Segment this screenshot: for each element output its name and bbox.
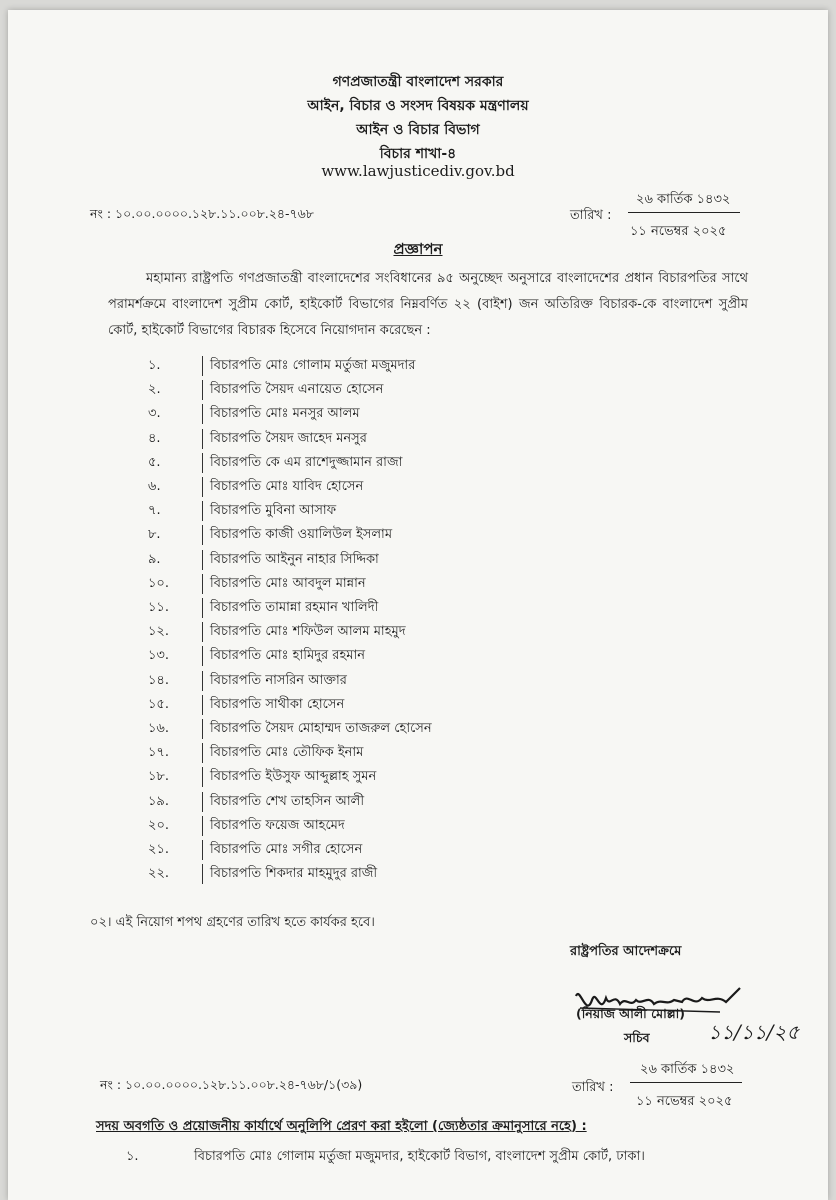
date-divider [628,212,740,213]
judge-number: ১৭. [148,745,170,761]
judge-number: ১৬. [148,721,170,736]
judge-number: ৭. [148,503,161,519]
document-page [8,10,828,1200]
table-divider [202,598,203,618]
judge-number: ১৪. [148,672,170,688]
judge-name: বিচারপতি মোঃ গোলাম মর্তুজা মজুমদার [210,358,416,373]
judge-name: বিচারপতি মোঃ আবদুল মান্নান [210,575,366,591]
judge-number: ৪. [148,430,161,446]
body-paragraph-text: মহামান্য রাষ্ট্রপতি গণপ্রজাতন্ত্রী বাংলাদেশের সংবিধানের ৯৫ অনুচ্ছেদ অনুসারে বাংলাদেশের প্রধান বিচারপতির সাথে পরামর্শক্রমে বাংলাদেশ সুপ্রীম কোর্ট, হাইকোর্ট বিভাগের নিম্নবর্ণিত ২২ (বাইশ) জন অতিরিক্ত বিচারক-কে বাংলাদেশ সুপ্রীম কোর্ট, হাইকোর্ট বিভাগের বিচারক হিসেবে নিয়োগদান করেছেন : [108,271,748,338]
table-divider [202,574,203,594]
judge-name: বিচারপতি মোঃ হামিদুর রহমান [210,648,366,664]
judge-name: বিচারপতি তামান্না রহমান খালিদী [210,600,379,615]
effective-clause: ০২। এই নিয়োগ শপথ গ্রহণের তারিখ হতে কার্যকর হবে। [90,915,375,930]
table-divider [202,719,203,739]
judge-name: বিচারপতি ফয়েজ আহমেদ [210,817,345,833]
judge-number: ২১. [148,842,170,857]
division-name: আইন ও বিচার বিভাগ [356,122,480,138]
signatory-name: (নিয়াজ আলী মোল্লা) [576,1006,685,1021]
judge-name: বিচারপতি মোঃ যাবিদ হোসেন [210,479,364,494]
copy-date-label: তারিখ : [572,1080,614,1095]
government-name: গণপ্রজাতন্ত্রী বাংলাদেশ সরকার [332,74,504,90]
copy-heading: সদয় অবগতি ও প্রয়োজনীয় কার্যার্থে অনুলিপি প্রেরণ করা হইলো (জ্যেষ্ঠতার ক্রমানুসারে নহে) : [96,1119,587,1134]
table-divider [202,646,203,666]
judge-number: ১৫. [148,696,170,712]
judge-name: বিচারপতি শিকদার মাহমুদুর রাজী [210,866,378,882]
copy-date-bangla: ২৬ কার্তিক ১৪৩২ [640,1062,735,1077]
table-divider [202,816,203,836]
body-paragraph [108,266,748,344]
judge-name: বিচারপতি ইউসুফ আব্দুল্লাহ সুমন [210,769,377,785]
judge-number: ১২. [148,624,170,640]
notification-title: প্রজ্ঞাপন [393,240,443,258]
copy-date-english: ১১ নভেম্বর ২০২৫ [636,1094,733,1109]
table-divider [202,501,203,521]
judge-name: বিচারপতি সাথীকা হোসেন [210,696,345,712]
judge-name: বিচারপতি আইনুন নাহার সিদ্দিকা [210,551,379,567]
judge-number: ১১. [148,600,170,615]
judge-number: ১৯. [148,793,170,809]
judge-name: বিচারপতি সৈয়দ মোহাম্মদ তাজরুল হোসেন [210,721,432,736]
copy-date-divider [630,1082,742,1083]
signatory-designation: সচিব [624,1030,650,1045]
table-divider [202,380,203,400]
handwritten-date: ১১/১১/২৫ [708,1020,800,1044]
table-divider [202,550,203,570]
judge-number: ৬. [148,479,161,494]
judge-name: বিচারপতি মোঃ মনসুর আলম [210,406,360,422]
judge-number: ১৩. [148,648,170,664]
judge-number: ৫. [148,454,161,470]
judge-number: ২. [148,382,161,398]
judge-number: ১৮. [148,769,170,785]
table-divider [202,622,203,642]
copy-memo-number: নং : ১০.০০.০০০০.১২৮.১১.০০৮.২৪-৭৬৮/১(৩৯) [100,1077,363,1092]
date-label: তারিখ : [570,208,612,223]
table-divider [202,671,203,691]
website-link: www.lawjusticediv.gov.bd [321,162,515,180]
judge-number: ২০. [148,817,170,833]
table-divider [202,477,203,497]
judge-name: বিচারপতি নাসরিন আক্তার [210,672,347,688]
judge-number: ১. [148,358,161,373]
date-english: ১১ নভেম্বর ২০২৫ [630,224,727,239]
ministry-name: আইন, বিচার ও সংসদ বিষয়ক মন্ত্রণালয় [307,98,529,114]
judge-number: ২২. [148,866,170,882]
judge-name: বিচারপতি মোঃ সগীর হোসেন [210,842,363,857]
table-divider [202,356,203,376]
table-divider [202,453,203,473]
judge-name: বিচারপতি শেখ তাহসিন আলী [210,793,365,809]
judge-name: বিচারপতি কাজী ওয়ালিউল ইসলাম [210,527,393,543]
section-name: বিচার শাখা-৪ [379,146,457,162]
memo-number: নং : ১০.০০.০০০০.১২৮.১১.০০৮.২৪-৭৬৮ [90,206,314,221]
judge-number: ৮. [148,527,161,543]
table-divider [202,429,203,449]
judge-name: বিচারপতি কে এম রাশেদুজ্জামান রাজা [210,454,403,470]
table-divider [202,743,203,763]
recipient-number: ১. [126,1149,139,1164]
judge-number: ৩. [148,406,161,422]
table-divider [202,792,203,812]
judge-number: ৯. [148,551,161,567]
table-divider [202,404,203,424]
judge-name: বিচারপতি মোঃ তৌফিক ইনাম [210,745,364,761]
date-bangla: ২৬ কার্তিক ১৪৩২ [636,192,731,207]
order-line: রাষ্ট্রপতির আদেশক্রমে [570,944,682,959]
table-divider [202,864,203,884]
recipient-text: বিচারপতি মোঃ গোলাম মর্তুজা মজুমদার, হাইকোর্ট বিভাগ, বাংলাদেশ সুপ্রীম কোর্ট, ঢাকা। [194,1149,645,1164]
judge-number: ১০. [148,575,170,591]
judge-name: বিচারপতি মোঃ শফিউল আলম মাহমুদ [210,624,406,640]
judge-name: বিচারপতি সৈয়দ এনায়েত হোসেন [210,382,384,398]
table-divider [202,840,203,860]
judge-name: বিচারপতি সৈয়দ জাহেদ মনসুর [210,430,367,446]
table-divider [202,525,203,545]
table-divider [202,695,203,715]
table-divider [202,767,203,787]
judge-name: বিচারপতি মুবিনা আসাফ [210,503,337,519]
